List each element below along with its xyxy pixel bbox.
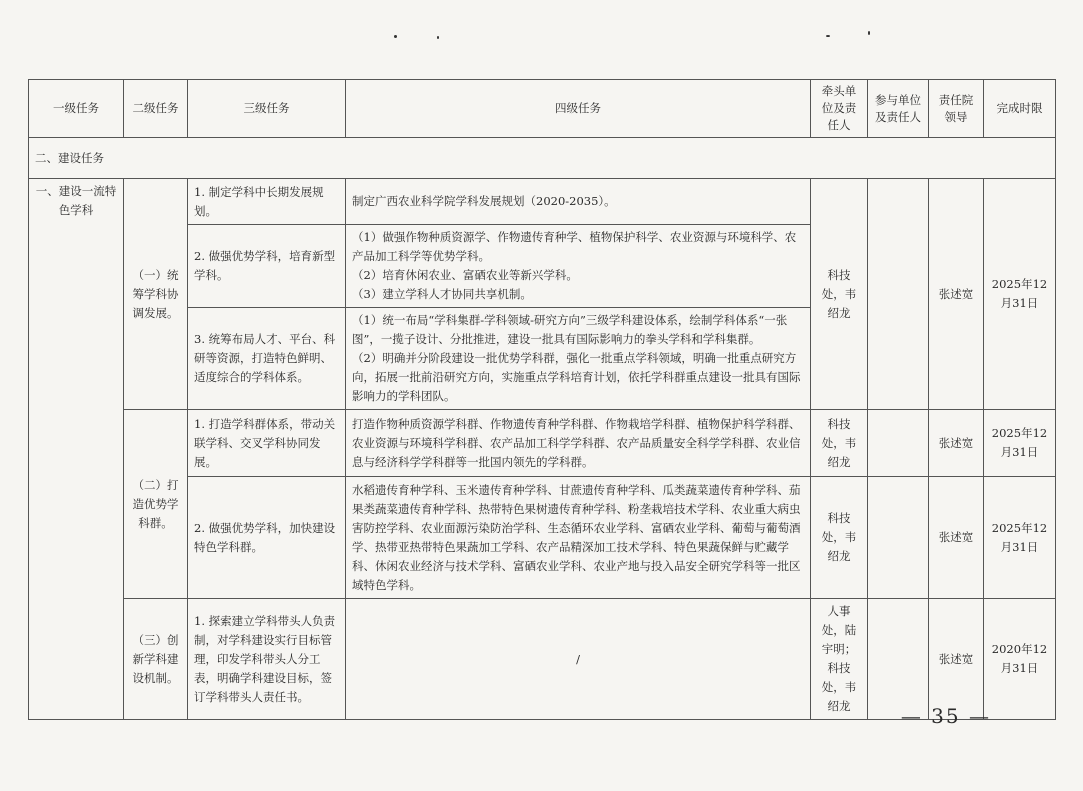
level2-task: （三）创新学科建设机制。	[124, 599, 188, 720]
header-deadline: 完成时限	[984, 80, 1056, 138]
section-title: 二、建设任务	[29, 138, 1056, 179]
page-number: — 35 —	[900, 704, 991, 728]
header-participant: 参与单位及责任人	[868, 80, 929, 138]
section-row	[29, 138, 1056, 179]
deadline: 2025年12月31日	[984, 179, 1056, 410]
participant-unit	[868, 599, 929, 720]
level3-task: 3. 统筹布局人才、平台、科研等资源，打造特色鲜明、适度综合的学科体系。	[188, 308, 346, 410]
level3-task: 1. 探索建立学科带头人负责制，对学科建设实行目标管理，印发学科带头人分工表，明确学科建设目标，签订学科带头人责任书。	[188, 599, 346, 720]
participant-unit	[868, 179, 929, 410]
level1-task: 一、建设一流特色学科	[29, 179, 124, 720]
level4-task	[346, 477, 811, 599]
table-row	[29, 410, 1056, 477]
deadline: 2020年12月31日	[984, 599, 1056, 720]
level2-task: （二）打造优势学科群。	[124, 410, 188, 599]
level4-task	[346, 308, 811, 410]
responsible-leader: 张述宽	[929, 599, 984, 720]
level4-item: （1）做强作物种质资源学、作物遗传育种学、植物保护科学、农业资源与环境科学、农产品加工科学等优势学科。	[352, 230, 797, 263]
scan-speck	[394, 35, 397, 38]
deadline: 2025年12月31日	[984, 410, 1056, 477]
level4-task	[346, 410, 811, 477]
level4-item: 打造作物种质资源学科群、作物遗传育种学科群、作物栽培学科群、植物保护科学科群、农业资源与环境科学科群、农产品加工科学学科群、农产品质量安全科学学科群、农业信息与经济科学学科群等一批国内领先的学科群。	[352, 416, 801, 469]
level4-item: 制定广西农业科学院学科发展规划（2020-2035）。	[352, 194, 616, 208]
scan-speck	[826, 35, 830, 37]
task-table	[28, 79, 1056, 720]
lead-unit: 科技处，韦绍龙	[811, 477, 868, 599]
table-row	[29, 599, 1056, 720]
deadline: 2025年12月31日	[984, 477, 1056, 599]
lead-unit: 人事处，陆宇明；科技处，韦绍龙	[811, 599, 868, 720]
level3-task: 1. 制定学科中长期发展规划。	[188, 179, 346, 225]
level3-task: 1. 打造学科群体系，带动关联学科、交叉学科协同发展。	[188, 410, 346, 477]
header-lead: 牵头单位及责任人	[811, 80, 868, 138]
level4-task	[346, 599, 811, 720]
scan-speck	[868, 31, 870, 35]
level4-task	[346, 179, 811, 225]
level4-item: （3）建立学科人才协同共享机制。	[352, 287, 532, 301]
responsible-leader: 张述宽	[929, 477, 984, 599]
header-level4: 四级任务	[346, 80, 811, 138]
level4-item: （2）明确并分阶段建设一批优势学科群，强化一批重点学科领域，明确一批重点研究方向，拓展一批前沿研究方向，实施重点学科培育计划，依托学科群重点建设一批具有国际影响力的学科团队。	[352, 351, 801, 403]
responsible-leader: 张述宽	[929, 410, 984, 477]
participant-unit	[868, 477, 929, 599]
table-row	[29, 179, 1056, 225]
lead-unit: 科技处，韦绍龙	[811, 410, 868, 477]
responsible-leader: 张述宽	[929, 179, 984, 410]
level4-item: 水稻遗传育种学科、玉米遗传育种学科、甘蔗遗传育种学科、瓜类蔬菜遗传育种学科、茄果类蔬菜遗传育种学科、热带特色果树遗传育种学科、粉垄栽培技术学科、农业重大病虫害防控学科、农业面源污染防治学科、生态循环农业学科、富硒农业学科、葡萄与葡萄酒学、热带亚热带特色果蔬加工学科、农产品精深加工技术学科、特色果蔬保鲜与贮藏学科、休闲农业经济与技术学科、富硒农业学科、农业产地与投入品安全研究学科等一批区域特色学科。	[352, 482, 801, 592]
level4-item: /	[576, 651, 580, 666]
level4-item: （1）统一布局“学科集群-学科领域-研究方向”三级学科建设体系，绘制学科体系“一张图”，一揽子设计、分批推进，建设一批具有国际影响力的拳头学科和学科集群。	[352, 313, 788, 346]
header-row	[29, 80, 1056, 138]
participant-unit	[868, 410, 929, 477]
scan-speck	[437, 36, 439, 39]
header-leader: 责任院领导	[929, 80, 984, 138]
header-level1: 一级任务	[29, 80, 124, 138]
lead-unit: 科技处，韦绍龙	[811, 179, 868, 410]
level3-task: 2. 做强优势学科，培育新型学科。	[188, 225, 346, 308]
level2-task: （一）统筹学科协调发展。	[124, 179, 188, 410]
level4-task	[346, 225, 811, 308]
header-level3: 三级任务	[188, 80, 346, 138]
level4-item: （2）培育休闲农业、富硒农业等新兴学科。	[352, 268, 578, 282]
header-level2: 二级任务	[124, 80, 188, 138]
level3-task: 2. 做强优势学科，加快建设特色学科群。	[188, 477, 346, 599]
